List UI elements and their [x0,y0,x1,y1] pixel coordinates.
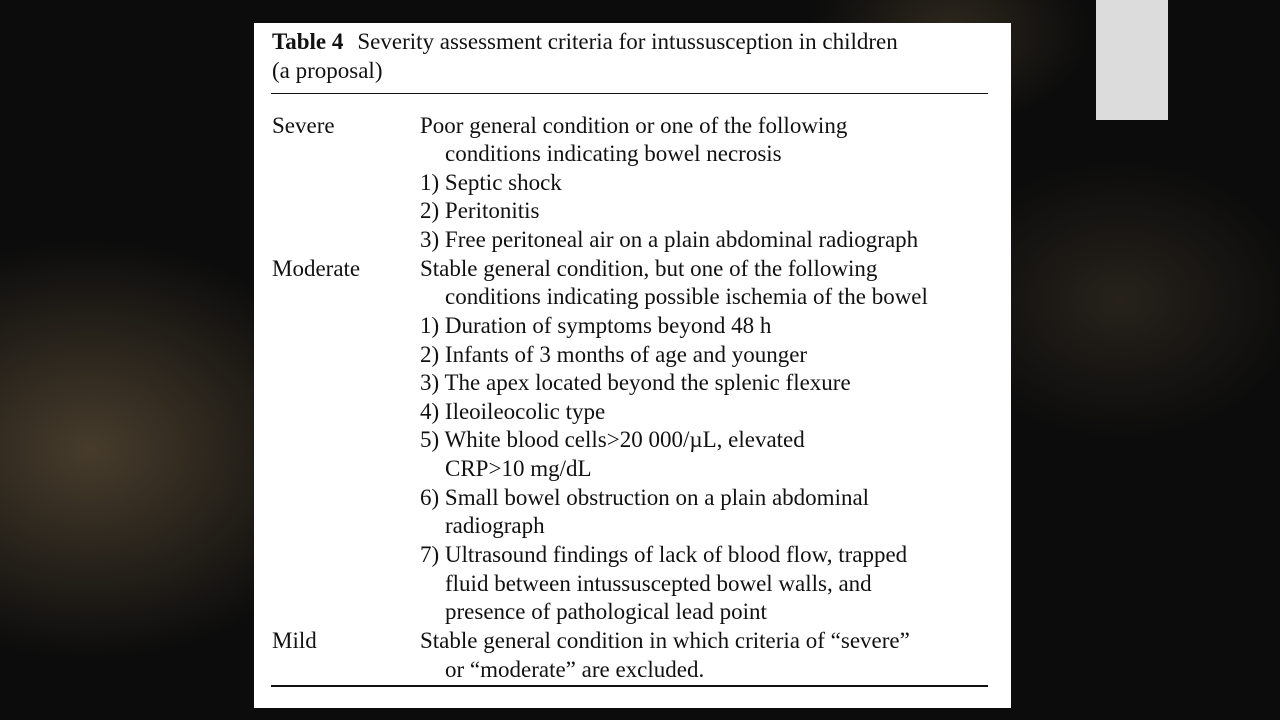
moderate-line-7: 5) White blood cells>20 000/µL, elevated [420,427,805,452]
moderate-line-6: 4) Ileoileocolic type [420,399,606,424]
severe-line-1: Poor general condition or one of the following [420,113,848,138]
moderate-line-13: presence of pathological lead point [445,599,767,624]
table-label: Table 4 [272,29,344,54]
moderate-line-9: 6) Small bowel obstruction on a plain abdominal [420,485,870,510]
table-caption [272,27,992,85]
moderate-line-4: 2) Infants of 3 months of age and younger [420,342,808,367]
moderate-line-10: radiograph [445,513,545,538]
table-document [254,23,1011,708]
grade-severe: Severe [272,113,335,138]
moderate-line-12: fluid between intussuscepted bowel walls, and [445,571,872,596]
severe-line-2: conditions indicating bowel necrosis [445,141,782,166]
severe-line-5: 3) Free peritoneal air on a plain abdominal radiograph [420,227,919,252]
table-top-rule [271,93,988,94]
moderate-line-3: 1) Duration of symptoms beyond 48 h [420,313,772,338]
moderate-line-11: 7) Ultrasound findings of lack of blood flow, trapped [420,542,908,567]
moderate-line-1: Stable general condition, but one of the following [420,256,878,281]
table-title-continued: (a proposal) [272,58,383,83]
table-bottom-rule [271,685,988,687]
severe-line-3: 1) Septic shock [420,170,562,195]
mild-line-1: Stable general condition in which criteria of “severe” [420,628,910,653]
severe-line-4: 2) Peritonitis [420,198,540,223]
mild-line-2: or “moderate” are excluded. [445,657,705,682]
moderate-line-2: conditions indicating possible ischemia of the bowel [445,284,928,309]
moderate-line-8: CRP>10 mg/dL [445,456,592,481]
grade-mild: Mild [272,628,317,653]
table-title: Severity assessment criteria for intussusception in children [357,29,898,54]
slide-side-panel [1096,0,1168,120]
grade-moderate: Moderate [272,256,361,281]
moderate-line-5: 3) The apex located beyond the splenic flexure [420,370,851,395]
